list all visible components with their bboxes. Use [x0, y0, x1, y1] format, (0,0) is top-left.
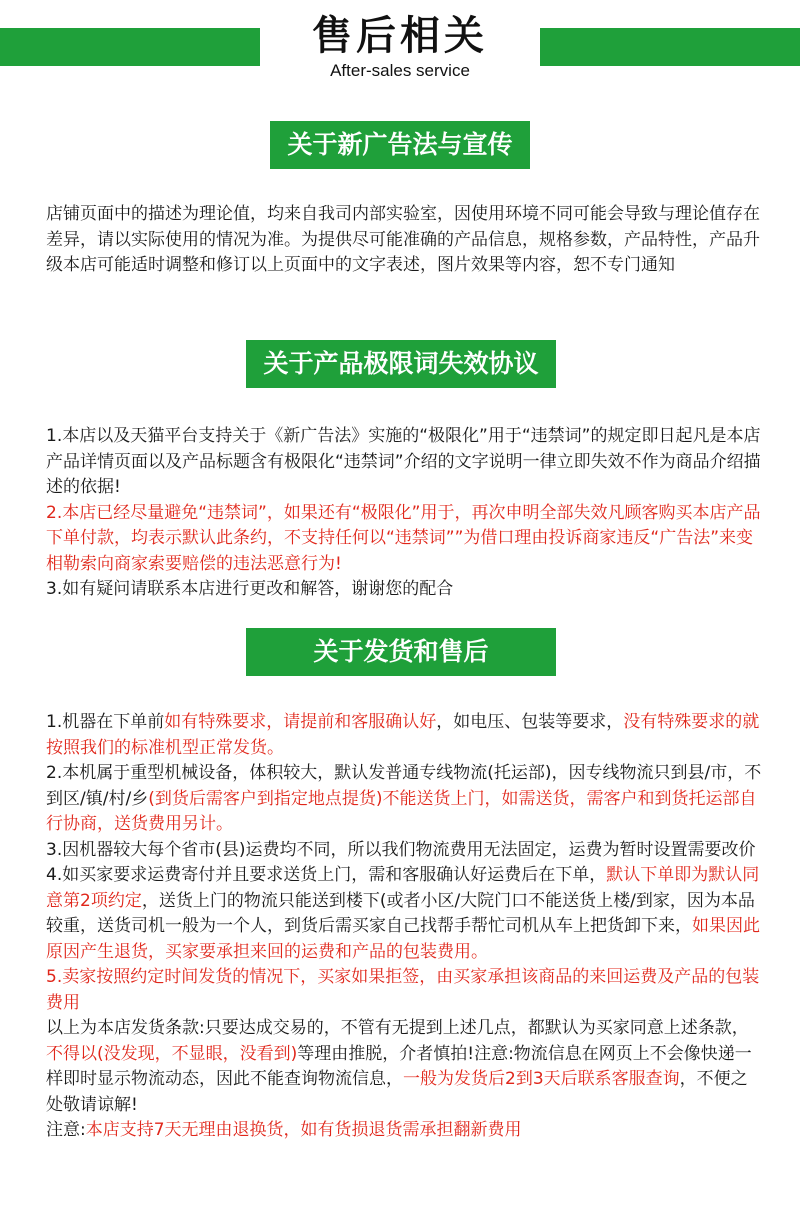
shipping-closing: 以上为本店发货条款:只要达成交易的，不管有无提到上述几点，都默认为买家同意上述条款，不得以(没发现，不显眼，没看到)等理由推脱，介者慎拍!注意:物流信息在网页上不会像快递一样即时显示物流动态，因此不能查询物流信息，一般为发货后2到3天后联系客服查询，不便之处敬请谅解! [46, 1018, 752, 1115]
header-left-bar [0, 28, 260, 66]
limit-words-item-1: 1.本店以及天猫平台支持关于《新广告法》实施的“极限化”用于“违禁词”的规定即日起凡是本店产品详情页面以及产品标题含有极限化“违禁词”介绍的文字说明一律立即失效不作为商品介绍描述的依据! [46, 426, 761, 497]
section-ad-law-paragraph: 店铺页面中的描述为理论值，均来自我司内部实验室，因使用环境不同可能会导致与理论值存在差异，请以实际使用的情况为准。为提供尽可能准确的产品信息，规格参数，产品特性，产品升级本店可能适时调整和修订以上页面中的文字表述，图片效果等内容，恕不专门通知 [46, 204, 760, 275]
limit-words-item-2: 2.本店已经尽量避免“违禁词”，如果还有“极限化”用于，再次申明全部失效凡顾客购买本店产品下单付款，均表示默认此条约，不支持任何以“违禁词””为借口理由投诉商家违反“广告法”来变相勒索向商家索要赔偿的违法恶意行为! [46, 502, 761, 574]
page-title: 售后相关 [312, 13, 488, 59]
section-limit-words-body [46, 424, 762, 603]
shipping-item-3: 3.因机器较大每个省市(县)运费均不同，所以我们物流费用无法固定，运费为暂时设置需要改价 [46, 839, 756, 860]
shipping-item-2: 2.本机属于重型机械设备，体积较大，默认发普通专线物流(托运部)，因专线物流只到县/市，不到区/镇/村/乡(到货后需客户到指定地点提货)不能送货上门，如需送货，需客户和到货托运部自行协商，送货费用另计。 [46, 763, 762, 834]
page-header [0, 0, 800, 100]
shipping-note: 注意:本店支持7天无理由退换货，如有货损退货需承担翻新费用 [46, 1120, 522, 1140]
section-title-limit-words: 关于产品极限词失效协议 [246, 340, 556, 388]
shipping-item-1: 1.机器在下单前如有特殊要求，请提前和客服确认好，如电压、包装等要求，没有特殊要求的就按照我们的标准机型正常发货。 [46, 712, 760, 758]
limit-words-item-3: 3.如有疑问请联系本店进行更改和解答，谢谢您的配合 [46, 579, 454, 599]
header-right-bar [540, 28, 800, 66]
page-subtitle: After-sales service [330, 61, 470, 80]
shipping-item-4: 4.如买家要求运费寄付并且要求送货上门，需和客服确认好运费后在下单，默认下单即为默认同意第2项约定，送货上门的物流只能送到楼下(或者小区/大院门口不能送货上楼/到家，因为本品较重，送货司机一般为一个人，到货后需买家自己找帮手帮忙司机从车上把货卸下来，如果因此原因产生退货，买家要承担来回的运费和产品的包装费用。 [46, 865, 760, 962]
section-title-shipping: 关于发货和售后 [246, 628, 556, 676]
section-shipping-body [46, 710, 762, 1144]
section-title-ad-law: 关于新广告法与宣传 [270, 121, 530, 169]
shipping-item-5: 5.卖家按照约定时间发货的情况下，买家如果拒签，由买家承担该商品的来回运费及产品的包装费用 [46, 967, 760, 1013]
